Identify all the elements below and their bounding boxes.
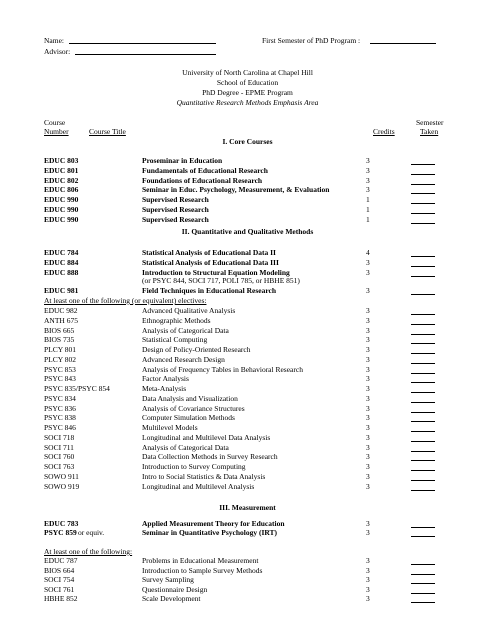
semester-taken-blank[interactable]	[411, 184, 435, 185]
course-credits: 3	[366, 413, 370, 423]
course-number: SOCI 760	[44, 452, 75, 462]
course-credits: 3	[366, 374, 370, 384]
course-credits: 3	[366, 471, 370, 481]
course-number: EDUC 884	[44, 257, 79, 267]
course-title: Analysis of Covariance Structures	[142, 403, 245, 413]
electives-heading: At least one of the following:	[44, 547, 133, 556]
course-title: Introduction to Sample Survey Methods	[142, 565, 263, 575]
course-title: Ethnographic Methods	[142, 315, 211, 325]
electives-heading: At least one of the following (or equivalent) electives:	[44, 296, 207, 305]
course-credits: 3	[366, 575, 370, 585]
course-number: EDUC 981	[44, 286, 79, 295]
section-heading: II. Quantitative and Qualitative Methods	[181, 227, 314, 236]
university-name: University of North Carolina at Chapel Hill	[182, 68, 313, 77]
semester-taken-blank[interactable]	[411, 564, 435, 565]
course-number: EDUC 806	[44, 185, 79, 195]
course-title: Proseminar in Education	[142, 156, 223, 165]
course-col-header-2: Number	[44, 127, 69, 136]
course-credits: 3	[366, 267, 370, 277]
name-label: Name:	[44, 36, 64, 45]
course-number: PLCY 801	[44, 345, 77, 354]
course-title: Foundations of Educational Research	[142, 175, 263, 185]
title-col-header: Course Title	[89, 127, 126, 136]
course-title: Supervised Research	[142, 195, 209, 205]
course-credits: 3	[366, 481, 370, 491]
semester-taken-blank[interactable]	[411, 421, 435, 422]
course-number: SOCI 718	[44, 432, 75, 442]
semester-col-header-2: Taken	[420, 127, 439, 136]
course-title: Intro to Social Statistics & Data Analysis	[142, 471, 266, 481]
course-title: Meta-Analysis	[142, 384, 187, 393]
course-title: Data Analysis and Visualization	[142, 393, 238, 403]
course-number: EDUC 990	[44, 214, 79, 224]
course-title: Analysis of Categorical Data	[142, 442, 229, 452]
course-number: PSYC 843	[44, 374, 76, 384]
semester-taken-blank[interactable]	[411, 460, 435, 461]
semester-taken-blank[interactable]	[411, 314, 435, 315]
semester-taken-blank[interactable]	[411, 164, 435, 165]
course-number: PSYC 853	[44, 364, 76, 374]
course-title: Advanced Qualitative Analysis	[142, 306, 236, 315]
course-credits: 3	[366, 354, 370, 364]
course-credits: 1	[366, 195, 370, 205]
course-credits: 3	[366, 565, 370, 575]
course-credits: 3	[366, 345, 370, 354]
semester-taken-blank[interactable]	[411, 470, 435, 471]
course-number: EDUC 787	[44, 556, 78, 565]
semester-taken-blank[interactable]	[411, 602, 435, 603]
course-title: Multilevel Models	[142, 423, 198, 432]
semester-taken-blank[interactable]	[411, 392, 435, 393]
semester-taken-blank[interactable]	[411, 490, 435, 491]
course-title: Data Collection Methods in Survey Research	[142, 452, 278, 462]
course-credits: 3	[366, 315, 370, 325]
course-title: Scale Development	[142, 594, 201, 604]
school-name: School of Education	[216, 78, 279, 87]
course-number: PSYC 846	[44, 423, 76, 432]
course-credits: 3	[366, 156, 370, 165]
course-title: Longitudinal and Multilevel Analysis	[142, 481, 255, 491]
course-number: SOCI 763	[44, 462, 75, 471]
course-number: EDUC 888	[44, 267, 79, 277]
course-number: PSYC 834	[44, 393, 76, 403]
semester-taken-blank[interactable]	[411, 441, 435, 442]
section-heading: I. Core Courses	[222, 137, 273, 146]
course-credits: 3	[366, 257, 370, 267]
semester-taken-blank[interactable]	[411, 276, 435, 277]
course-title: Design of Policy-Oriented Research	[142, 345, 251, 354]
course-credits: 3	[366, 403, 370, 413]
course-title: Seminar in Quantitative Psychology (IRT)	[142, 528, 278, 537]
semester-taken-blank[interactable]	[411, 223, 435, 224]
emphasis-area: Quantitative Research Methods Emphasis Area	[176, 98, 319, 107]
course-number: EDUC 990	[44, 195, 79, 205]
course-number-suffix: or equiv.	[78, 528, 105, 537]
course-title: Questionnaire Design	[142, 584, 208, 594]
course-credits: 3	[366, 452, 370, 462]
course-credits: 3	[366, 185, 370, 195]
course-number: EDUC 801	[44, 165, 79, 175]
semester-taken-blank[interactable]	[411, 593, 435, 594]
course-number: HBHE 852	[44, 594, 78, 604]
course-title: Supervised Research	[142, 214, 209, 224]
course-credits: 3	[366, 165, 370, 175]
semester-taken-blank[interactable]	[411, 353, 435, 354]
course-col-header-1: Course	[44, 118, 66, 127]
semester-taken-blank[interactable]	[411, 527, 435, 528]
semester-taken-blank[interactable]	[411, 203, 435, 204]
course-title: Computer Simulation Methods	[142, 413, 235, 423]
course-credits: 3	[366, 364, 370, 374]
course-number: BIOS 735	[44, 335, 75, 345]
course-credits: 3	[366, 584, 370, 594]
semester-taken-blank[interactable]	[411, 294, 435, 295]
course-credits: 3	[366, 335, 370, 345]
course-title: Applied Measurement Theory for Education	[142, 519, 285, 528]
course-number: PLCY 802	[44, 354, 77, 364]
course-title: Advanced Research Design	[142, 354, 225, 364]
course-title: Survey Sampling	[142, 575, 194, 585]
course-title: Statistical Analysis of Educational Data II	[142, 248, 276, 257]
course-credits: 3	[366, 286, 370, 295]
semester-taken-blank[interactable]	[411, 402, 435, 403]
course-credits: 3	[366, 442, 370, 452]
course-title: Problems in Educational Measurement	[142, 556, 259, 565]
semester-taken-blank[interactable]	[411, 266, 435, 267]
course-credits: 3	[366, 384, 370, 393]
course-title: Introduction to Survey Computing	[142, 462, 246, 471]
course-number: EDUC 783	[44, 519, 79, 528]
semester-taken-blank[interactable]	[411, 373, 435, 374]
course-number: SOWO 911	[44, 471, 79, 481]
course-title: Longitudinal and Multilevel Data Analysis	[142, 432, 271, 442]
course-credits: 1	[366, 214, 370, 224]
course-number: PSYC 859	[44, 528, 77, 537]
course-number: SOCI 754	[44, 575, 75, 585]
semester-taken-blank[interactable]	[411, 574, 435, 575]
semester-taken-blank[interactable]	[411, 363, 435, 364]
semester-taken-blank[interactable]	[411, 480, 435, 481]
course-title: Analysis of Categorical Data	[142, 325, 229, 335]
equivalents-note: (or PSYC 844, SOCI 717, POLI 785, or HBHE 851)	[142, 276, 300, 285]
course-title: Statistical Analysis of Educational Data III	[142, 257, 279, 267]
course-number: SOCI 761	[44, 584, 75, 594]
course-title: Fundamentals of Educational Research	[142, 165, 268, 175]
course-credits: 3	[366, 594, 370, 604]
course-number: EDUC 802	[44, 175, 79, 185]
course-number: SOCI 711	[44, 442, 74, 452]
course-credits: 3	[366, 325, 370, 335]
semester-taken-blank[interactable]	[411, 536, 435, 537]
course-title: Introduction to Structural Equation Modeling	[142, 267, 290, 277]
advisor-field-line[interactable]	[75, 54, 216, 55]
credits-col-header: Credits	[373, 127, 395, 136]
course-credits: 3	[366, 519, 370, 528]
course-title: Seminar in Educ. Psychology, Measurement, & Evaluation	[142, 185, 330, 195]
course-credits: 3	[366, 432, 370, 442]
name-field-line[interactable]	[69, 43, 216, 44]
course-number: BIOS 664	[44, 565, 75, 575]
semester-label: First Semester of PhD Program :	[262, 36, 361, 45]
course-title: Statistical Computing	[142, 335, 208, 345]
section-heading: III. Measurement	[219, 503, 276, 512]
course-number: EDUC 982	[44, 306, 78, 315]
program-name: PhD Degree - EPME Program	[202, 88, 293, 97]
course-credits: 4	[366, 248, 370, 257]
semester-taken-blank[interactable]	[411, 174, 435, 175]
semester-taken-blank[interactable]	[411, 382, 435, 383]
course-number: ANTH 675	[44, 315, 78, 325]
semester-col-header-1: Semester	[416, 118, 444, 127]
semester-taken-blank[interactable]	[411, 343, 435, 344]
course-credits: 3	[366, 528, 370, 537]
course-number: PSYC 835/PSYC 854	[44, 384, 110, 393]
course-number: EDUC 784	[44, 248, 79, 257]
semester-taken-blank[interactable]	[411, 256, 435, 257]
course-credits: 3	[366, 556, 370, 565]
course-number: PSYC 836	[44, 403, 76, 413]
course-number: EDUC 990	[44, 205, 79, 214]
semester-field-line[interactable]	[370, 43, 436, 44]
course-number: PSYC 838	[44, 413, 76, 423]
semester-taken-blank[interactable]	[411, 583, 435, 584]
course-title: Analysis of Frequency Tables in Behavioral Research	[142, 364, 303, 374]
course-number: BIOS 665	[44, 325, 75, 335]
semester-taken-blank[interactable]	[411, 193, 435, 194]
course-credits: 1	[366, 205, 370, 214]
semester-taken-blank[interactable]	[411, 334, 435, 335]
course-credits: 3	[366, 423, 370, 432]
course-number: EDUC 803	[44, 156, 79, 165]
course-title: Factor Analysis	[142, 374, 189, 384]
semester-taken-blank[interactable]	[411, 451, 435, 452]
course-title: Supervised Research	[142, 205, 209, 214]
course-credits: 3	[366, 393, 370, 403]
course-credits: 3	[366, 462, 370, 471]
advisor-label: Advisor:	[44, 47, 71, 56]
course-credits: 3	[366, 175, 370, 185]
semester-taken-blank[interactable]	[411, 412, 435, 413]
semester-taken-blank[interactable]	[411, 213, 435, 214]
course-credits: 3	[366, 306, 370, 315]
semester-taken-blank[interactable]	[411, 324, 435, 325]
semester-taken-blank[interactable]	[411, 431, 435, 432]
course-title: Field Techniques in Educational Research	[142, 286, 277, 295]
course-number: SOWO 919	[44, 481, 80, 491]
